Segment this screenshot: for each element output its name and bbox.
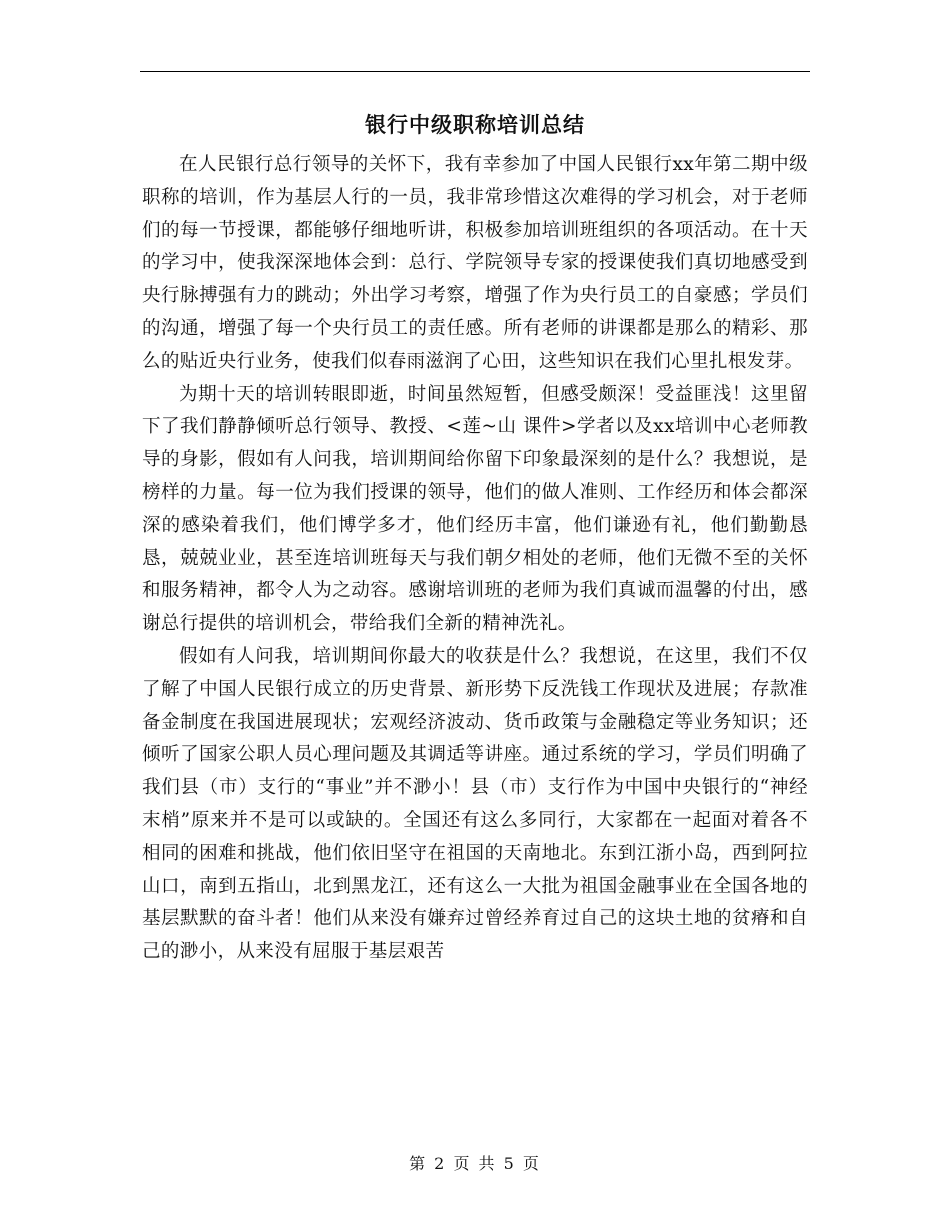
footer-middle: 页 共 bbox=[453, 1154, 497, 1173]
footer-prefix: 第 bbox=[409, 1154, 428, 1173]
footer-suffix: 页 bbox=[522, 1154, 541, 1173]
paragraph-3: 假如有人问我，培训期间你最大的收获是什么？我想说，在这里，我们不仅了解了中国人民银行成立的历史背景、新形势下反洗钱工作现状及进展；存款准备金制度在我国进展现状；宏观经济波动、货币政策与金融稳定等业务知识；还倾听了国家公职人员心理问题及其调适等讲座。通过系统的学习，学员们明确了我们县（市）支行的“事业”并不渺小！县（市）支行作为中国中央银行的“神经末梢”原来并不是可以或缺的。全国还有这么多同行，大家都在一起面对着各不相同的困难和挑战，他们依旧坚守在祖国的天南地北。东到江浙小岛，西到阿拉山口，南到五指山，北到黑龙江，还有这么一大批为祖国金融事业在全国各地的基层默默的奋斗者！他们从来没有嫌弃过曾经养育过自己的这块土地的贫瘠和自己的渺小，从来没有屈服于基层艰苦 bbox=[142, 645, 808, 963]
footer-current-page: 2 bbox=[434, 1154, 447, 1173]
paragraph-2: 为期十天的培训转眼即逝，时间虽然短暂，但感受颇深！受益匪浅！这里留下了我们静静倾听总行领导、教授、<莲~山 课件>学者以及xx培训中心老师教导的身影，假如有人问我，培训期间给你留下印象最深刻的是什么？我想说，是榜样的力量。每一位为我们授课的领导，他们的做人准则、工作经历和体会都深深的感染着我们，他们博学多才，他们经历丰富，他们谦逊有礼，他们勤勤恳恳，兢兢业业，甚至连培训班每天与我们朝夕相处的老师，他们无微不至的关怀和服务精神，都令人为之动容。感谢培训班的老师为我们真诚而温馨的付出，感谢总行提供的培训机会，带给我们全新的精神洗礼。 bbox=[142, 383, 808, 635]
document-body bbox=[142, 149, 808, 969]
header-rule bbox=[140, 71, 810, 72]
document-title: 银行中级职称培训总结 bbox=[365, 113, 585, 137]
paragraph-1: 在人民银行总行领导的关怀下，我有幸参加了中国人民银行xx年第二期中级职称的培训，作为基层人行的一员，我非常珍惜这次难得的学习机会，对于老师们的每一节授课，都能够仔细地听讲，积极参加培训班组织的各项活动。在十天的学习中，使我深深地体会到：总行、学院领导专家的授课使我们真切地感受到央行脉搏强有力的跳动；外出学习考察，增强了作为央行员工的自豪感；学员们的沟通，增强了每一个央行员工的责任感。所有老师的讲课都是那么的精彩、那么的贴近央行业务，使我们似春雨滋润了心田，这些知识在我们心里扎根发芽。 bbox=[142, 154, 808, 372]
footer-total-pages: 5 bbox=[503, 1154, 516, 1173]
page-footer bbox=[0, 1153, 950, 1175]
